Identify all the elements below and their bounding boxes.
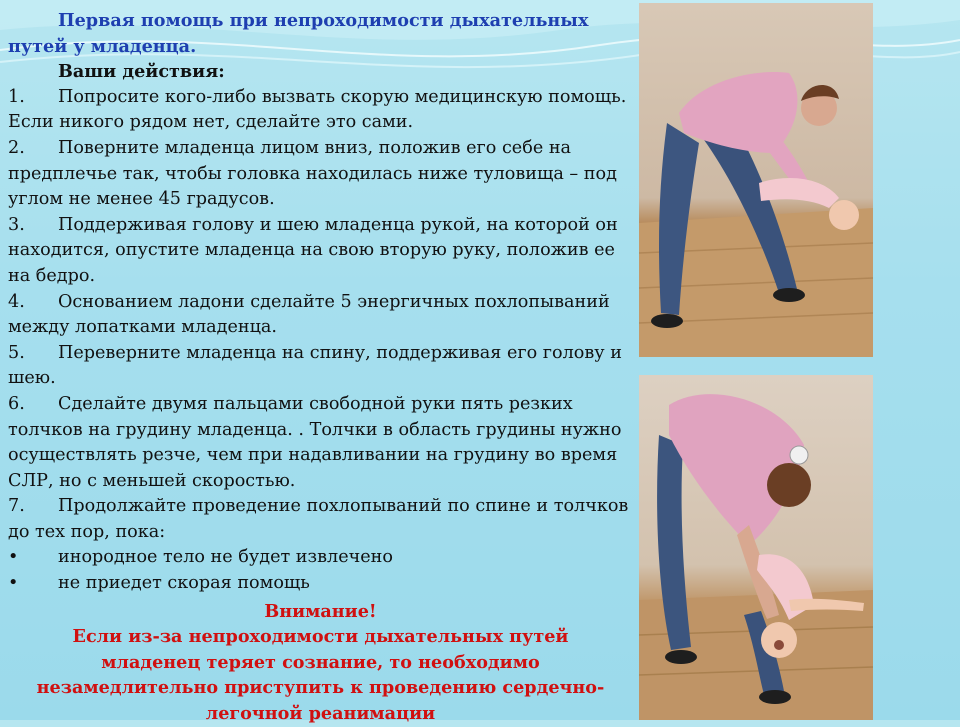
bullet-item [8,571,633,597]
step-number: 7. [8,496,25,517]
step-item [8,290,633,341]
step-number: 6. [8,393,25,414]
photo-chest-thrusts [639,375,873,720]
warning-text: Если из-за непроходимости дыхательных путей младенец теряет сознание, то необходимо незамедлительно приступить к проведению сердечно-легочной реанимации [36,626,605,725]
page-title: Первая помощь при непроходимости дыхательных путей у младенца. [8,10,589,57]
step-number: 3. [8,214,25,235]
step-text: Продолжайте проведение похлопываний по спине и толчков до тех пор, пока: [8,496,629,542]
actions-subtitle: Ваши действия: [58,61,225,83]
step-number: 1. [8,86,25,107]
step-text: Переверните младенца на спину, поддерживая его голову и шею. [8,342,622,389]
step-text: Попросите кого-либо вызвать скорую медицинскую помощь. Если никого рядом нет, сделайте это сами. [8,86,627,133]
bullet-mark: • [8,573,19,594]
step-text: Поддерживая голову и шею младенца рукой, на которой он находится, опустите младенца на свою вторую руку, положив ее на бедро. [8,214,618,286]
step-item [8,85,633,136]
step-item [8,341,633,392]
bullet-text: инородное тело не будет извлечено [58,547,393,568]
step-item [8,392,633,494]
bullet-mark: • [8,547,19,568]
step-number: 5. [8,342,25,363]
photo-back-blows [639,3,873,357]
step-text: Сделайте двумя пальцами свободной руки пять резких толчков на грудину младенца. . Толчки в область грудины нужно осуществлять резче, чем при надавливании на грудину во время СЛР, но с меньшей скоростью. [8,393,622,491]
instructions-text [8,8,633,727]
bullet-item [8,545,633,571]
warning-heading: Внимание! [264,600,377,622]
step-text: Поверните младенца лицом вниз, положив его себе на предплечье так, чтобы головка находилась ниже туловища – под углом не менее 45 градусов. [8,137,617,210]
photo-back-blows-illustration [639,3,873,357]
step-item [8,494,633,545]
bullet-text: не приедет скорая помощь [58,573,310,594]
step-item [8,213,633,290]
step-text: Основанием ладони сделайте 5 энергичных похлопываний между лопатками младенца. [8,291,610,338]
step-number: 4. [8,291,25,312]
photo-chest-thrusts-illustration [639,375,873,720]
step-item [8,136,633,213]
step-number: 2. [8,137,25,158]
